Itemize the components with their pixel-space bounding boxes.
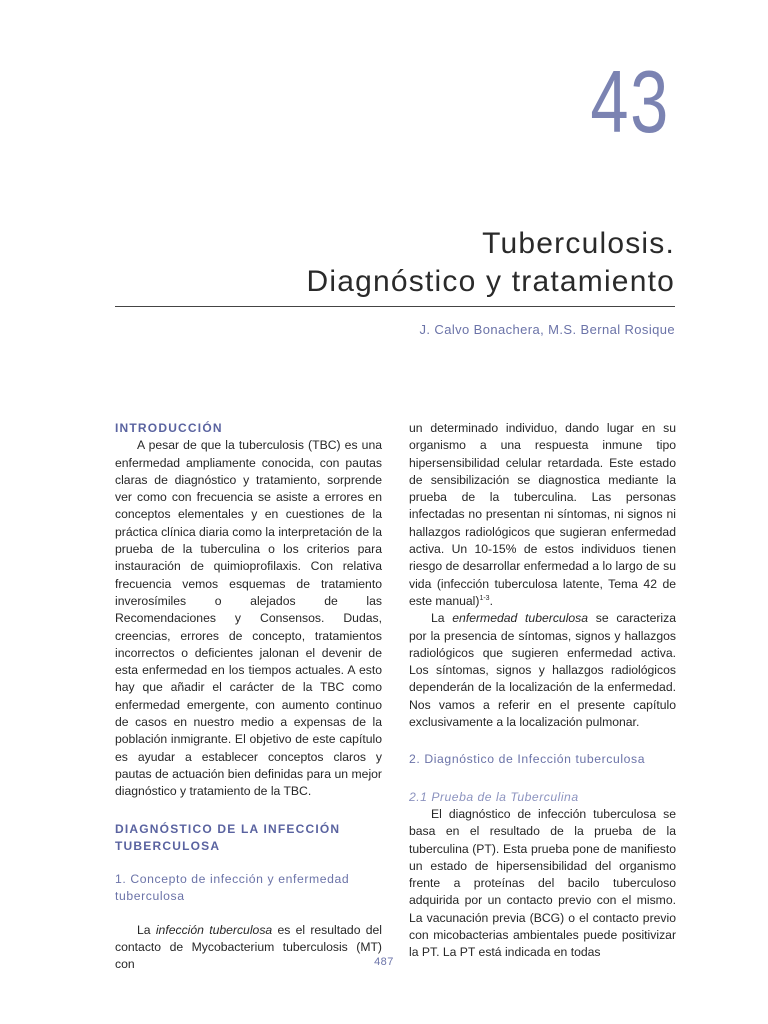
- tuberculin-test-heading: 2.1 Prueba de la Tuberculina: [409, 789, 579, 804]
- subsection-heading: 1. Concepto de infección y enfermedad tuberculosa: [115, 872, 350, 904]
- chapter-title-line-2: Diagnóstico y tratamiento: [306, 265, 675, 298]
- intro-heading: INTRODUCCIÓN: [115, 421, 223, 435]
- infection-paragraph-rest: es el resultado del contacto de Mycobacterium tuberculosis (MT) con: [115, 922, 382, 972]
- title-divider: [115, 306, 675, 307]
- spacer: [115, 906, 382, 922]
- infection-definition-text: un determinado individuo, dando lugar en su organismo a una respuesta inmune tipo hipersensibilidad celular retardada. Este estado de sensibilización se diagnostica mediante la prueba de la tuberculina. Las personas infectadas no presentan ni síntomas, ni signos ni hallazgos radiológicos que sugieran enfermedad activa. Un 10-15% de estos individuos tienen riesgo de desarrollar enfermedad a lo largo de su vida (infección tuberculosa latente, Tema 42 de este manual): [409, 421, 676, 608]
- authors: J. Calvo Bonachera, M.S. Bernal Rosique: [419, 322, 675, 337]
- spacer: [409, 769, 676, 789]
- disease-paragraph-rest: se caracteriza por la presencia de síntomas, signos y hallazgos radiológicos que sugieren enfermedad activa. Los síntomas, signos y hallazgos radiológicos dependerán de la localización de la enfermedad. Nos vamos a referir en el presente capítulo exclusivamente a la localización pulmonar.: [409, 611, 676, 730]
- spacer: [115, 855, 382, 871]
- spacer: [115, 801, 382, 821]
- disease-term: enfermedad tuberculosa: [452, 611, 589, 626]
- infection-term: infección tuberculosa: [155, 922, 273, 937]
- infection-paragraph-start: La: [137, 922, 156, 937]
- reference-superscript: 1-3: [479, 594, 490, 602]
- disease-paragraph-start: La: [431, 611, 453, 626]
- disease-paragraph: [409, 610, 676, 731]
- chapter-title: [307, 225, 676, 301]
- diagnosis-subsection-heading: 2. Diagnóstico de Infección tuberculosa: [409, 752, 646, 767]
- right-column: [409, 420, 676, 962]
- infection-definition-paragraph: [409, 420, 676, 610]
- intro-paragraph: A pesar de que la tuberculosis (TBC) es una enfermedad ampliamente conocida, con pautas claras de diagnóstico y tratamiento, sorprende ver como con frecuencia se asiste a errores en conceptos elementales y en cuestiones de la práctica clínica diaria como la interpretación de la prueba de la tuberculina o los criterios para instauración de quimioprofilaxis. Con relativa frecuencia vemos esquemas de tratamiento inverosímiles o alejados de las Recomendaciones y Consensos. Dudas, creencias, errores de concepto, tratamientos incorrectos o deficientes jalonan el devenir de esta enfermedad en los tiempos actuales. A esto hay que añadir el carácter de la TBC como enfermedad emergente, con aumento continuo de casos en nuestro medio a expensas de la población inmigrante. El objetivo de este capítulo es ayudar a establecer conceptos claros y pautas de actuación bien definidas para un mejor diagnóstico y tratamiento de la TBC.: [115, 438, 382, 799]
- section-heading-line-2: TUBERCULOSA: [115, 838, 221, 853]
- chapter-title-line-1: Tuberculosis.: [482, 227, 675, 260]
- tuberculin-paragraph: El diagnóstico de infección tuberculosa se basa en el resultado de la prueba de la tuberculina (PT). Esta prueba pone de manifiesto un estado de hipersensibilidad del organismo frente a proteínas del bacilo tuberculoso adquirida por un contacto previo con el mismo. La vacunación previa (BCG) o el contacto previo con micobacterias ambientales puede positivizar la PT. La PT está indicada en todas: [409, 806, 676, 960]
- chapter-number: 43: [590, 52, 670, 151]
- section-heading-line-1: DIAGNÓSTICO DE LA INFECCIÓN: [115, 821, 341, 836]
- infection-definition-end: .: [489, 593, 493, 608]
- left-column: [115, 420, 382, 974]
- page-number: 487: [374, 956, 394, 968]
- spacer: [409, 731, 676, 751]
- section-heading: [115, 821, 382, 856]
